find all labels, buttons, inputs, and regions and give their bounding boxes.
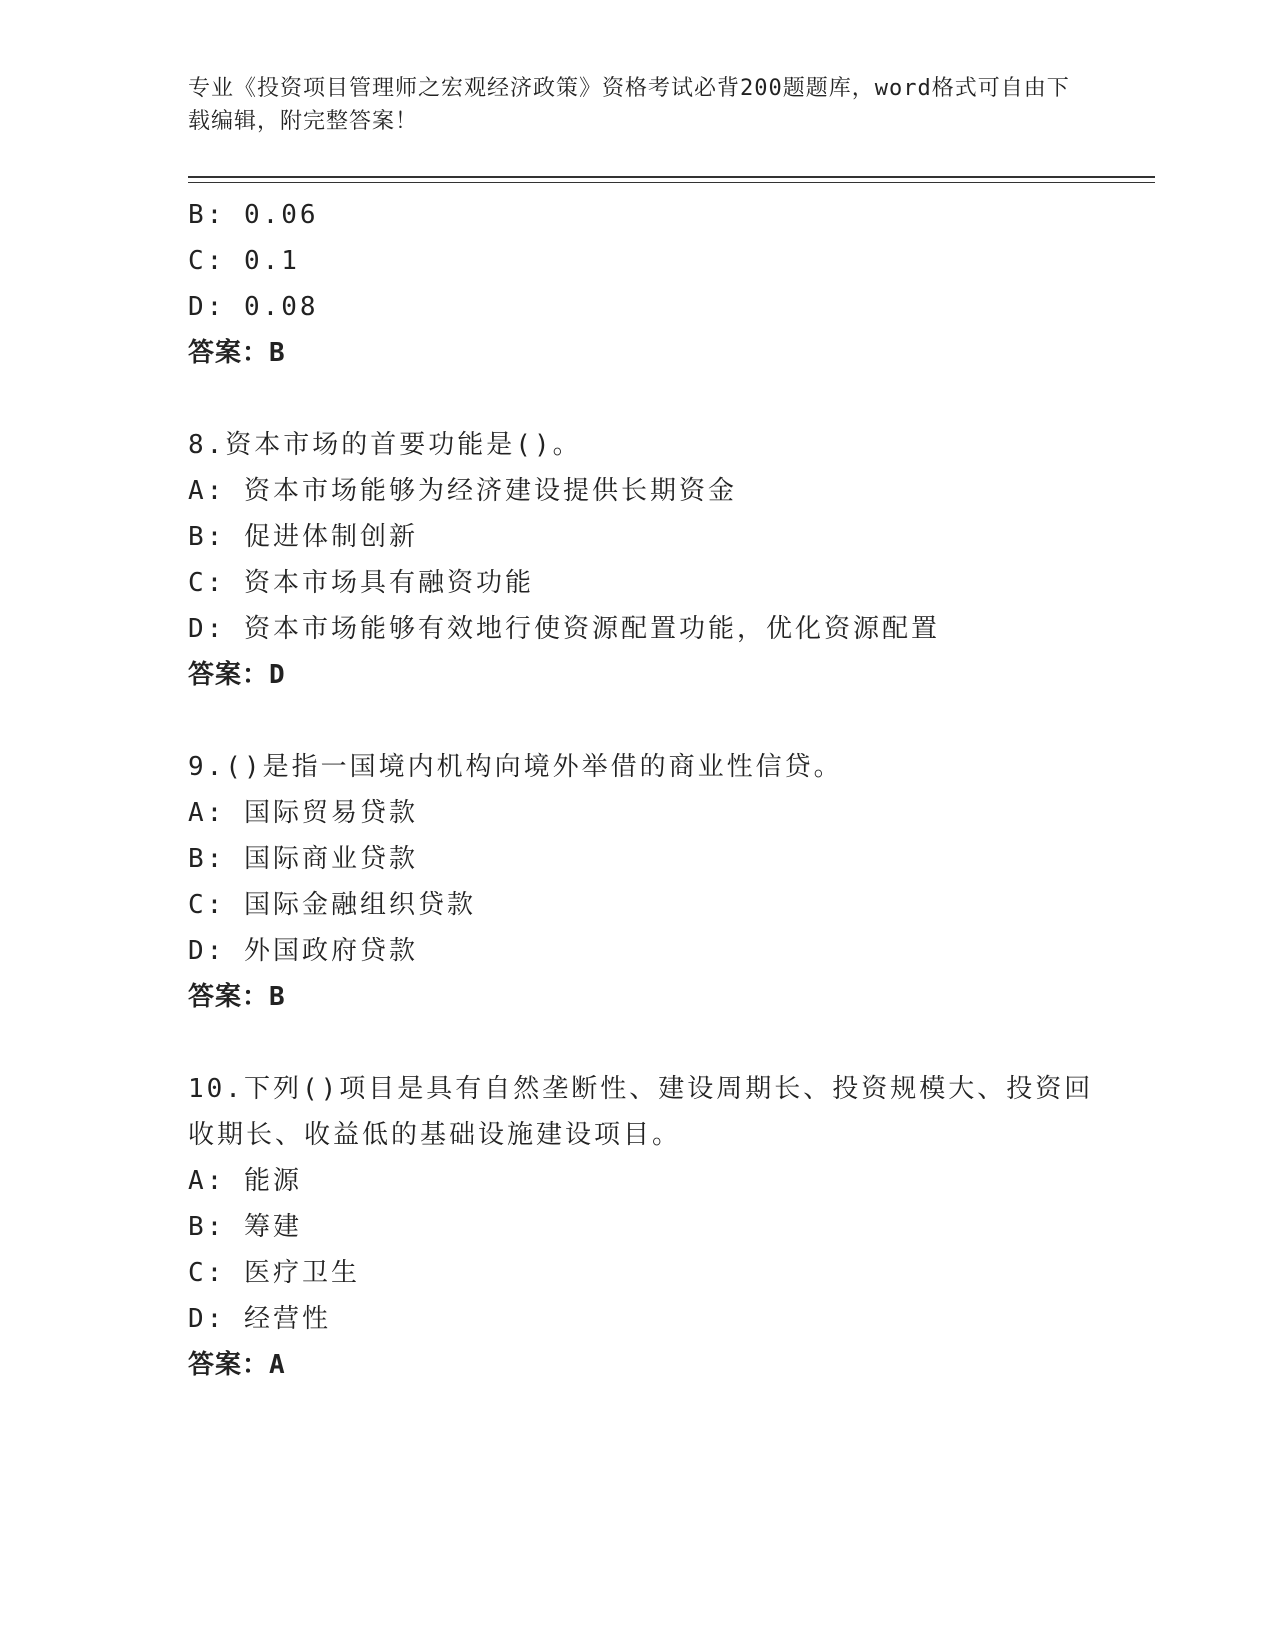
option-text: 国际贸易贷款	[243, 798, 418, 828]
option-a	[188, 790, 1088, 836]
option-label: D:	[188, 614, 226, 644]
option-c	[188, 238, 1088, 284]
question-stem-line-2: 收期长、收益低的基础设施建设项目。	[188, 1120, 682, 1150]
option-d	[188, 284, 1088, 330]
spacer	[188, 1020, 1088, 1066]
option-text: 筹建	[243, 1212, 302, 1242]
question-10	[188, 1066, 1094, 1388]
option-label: C:	[188, 890, 226, 920]
option-text: 0.06	[243, 200, 319, 230]
option-label: B:	[188, 522, 226, 552]
option-a	[188, 1158, 1088, 1204]
option-d	[188, 1296, 1088, 1342]
option-label: B:	[188, 1212, 226, 1242]
question-7-continuation	[188, 192, 1088, 376]
spacer	[188, 698, 1088, 744]
option-label: D:	[188, 1304, 226, 1334]
option-text: 资本市场能够为经济建设提供长期资金	[243, 476, 737, 506]
option-text: 0.08	[243, 292, 319, 322]
question-9	[188, 744, 1088, 1020]
header-text: 专业《投资项目管理师之宏观经济政策》资格考试必背200题题库，word格式可自由下载编辑，附完整答案！	[188, 76, 1070, 134]
option-text: 外国政府贷款	[243, 936, 418, 966]
answer: 答案：D	[188, 660, 286, 690]
answer: 答案：B	[188, 982, 286, 1012]
answer: 答案：B	[188, 338, 286, 368]
question-stem-line-1: 10.下列()项目是具有自然垄断性、建设周期长、投资规模大、投资回	[188, 1074, 1094, 1104]
document-header	[188, 72, 1078, 138]
option-d	[188, 928, 1088, 974]
option-label: A:	[188, 476, 226, 506]
option-c	[188, 560, 1088, 606]
option-text: 能源	[243, 1166, 302, 1196]
option-text: 资本市场能够有效地行使资源配置功能，优化资源配置	[243, 614, 940, 644]
option-text: 医疗卫生	[243, 1258, 360, 1288]
question-8	[188, 422, 1088, 698]
option-label: C:	[188, 568, 226, 598]
question-stem: 9.()是指一国境内机构向境外举借的商业性信贷。	[188, 752, 843, 782]
option-text: 国际金融组织贷款	[243, 890, 476, 920]
spacer	[188, 376, 1088, 422]
header-divider-thick	[188, 176, 1155, 178]
option-text: 国际商业贷款	[243, 844, 418, 874]
option-text: 经营性	[243, 1304, 331, 1334]
option-c	[188, 1250, 1088, 1296]
option-label: A:	[188, 1166, 226, 1196]
option-b	[188, 192, 1088, 238]
option-text: 资本市场具有融资功能	[243, 568, 534, 598]
option-a	[188, 468, 1088, 514]
question-stem: 8.资本市场的首要功能是()。	[188, 430, 582, 460]
option-label: C:	[188, 246, 226, 276]
option-label: D:	[188, 292, 226, 322]
option-label: D:	[188, 936, 226, 966]
option-b	[188, 1204, 1088, 1250]
question-content	[188, 192, 1094, 1388]
option-b	[188, 514, 1088, 560]
option-text: 0.1	[243, 246, 300, 276]
answer: 答案：A	[188, 1350, 286, 1380]
option-text: 促进体制创新	[243, 522, 418, 552]
option-label: A:	[188, 798, 226, 828]
option-label: C:	[188, 1258, 226, 1288]
option-label: B:	[188, 844, 226, 874]
option-b	[188, 836, 1088, 882]
option-c	[188, 882, 1088, 928]
header-divider-thin	[188, 182, 1155, 183]
option-d	[188, 606, 1088, 652]
option-label: B:	[188, 200, 226, 230]
